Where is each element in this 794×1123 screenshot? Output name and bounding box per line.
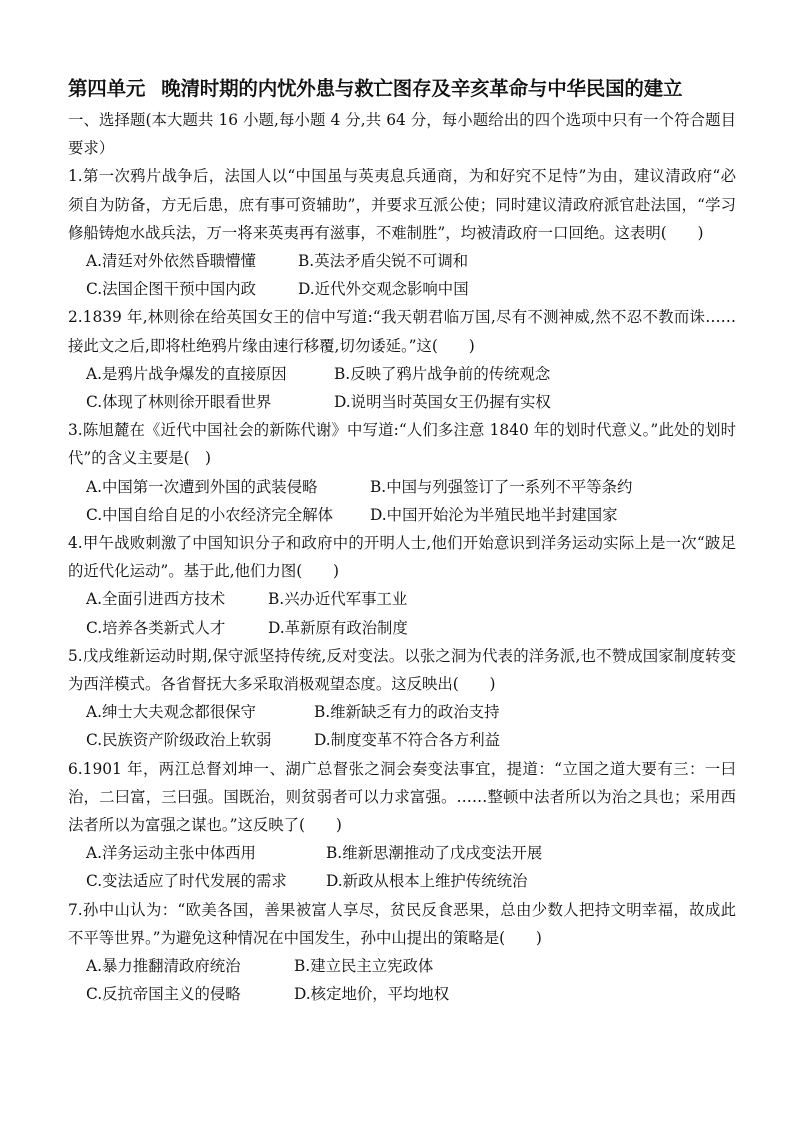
question-5 xyxy=(68,642,736,755)
option-d: D.制度变革不符合各方利益 xyxy=(314,731,500,750)
option-a: A.是鸦片战争爆发的直接原因 xyxy=(86,364,287,383)
question-3 xyxy=(68,416,736,529)
question-1 xyxy=(68,162,736,303)
option-a: A.清廷对外依然昏聩懵懂 xyxy=(86,252,256,271)
question-stem: 4.甲午战败刺激了中国知识分子和政府中的开明人士,他们开始意识到洋务运动实际上是一次“跛足的近代化运动”。基于此,他们力图( ) xyxy=(68,534,736,581)
unit-title-text: 晚清时期的内忧外患与救亡图存及辛亥革命与中华民国的建立 xyxy=(161,77,683,100)
unit-title xyxy=(68,72,736,106)
option-b: B.英法矛盾尖锐不可调和 xyxy=(298,252,469,271)
option-d: D.中国开始沦为半殖民地半封建国家 xyxy=(370,505,618,524)
option-a: A.洋务运动主张中体西用 xyxy=(86,844,256,863)
question-stem: 6.1901 年，两江总督刘坤一、湖广总督张之洞会奏变法事宜，提道：“立国之道大要有三：一曰治，二曰富，三曰强。国既治，则贫弱者可以力求富强。……整顿中法者所以为治之具也；采用西法者所以为富强之谋也。”这反映了( ) xyxy=(68,759,736,835)
option-c: C.民族资产阶级政治上软弱 xyxy=(86,731,272,750)
question-2 xyxy=(68,303,736,416)
option-b: B.中国与列强签订了一系列不平等条约 xyxy=(370,477,633,496)
question-stem: 3.陈旭麓在《近代中国社会的新陈代谢》中写道:“人们多注意 1840 年的划时代意义。”此处的划时代”的含义主要是( ) xyxy=(68,421,736,468)
option-c: C.变法适应了时代发展的需求 xyxy=(86,872,287,891)
option-a: A.中国第一次遭到外国的武装侵略 xyxy=(86,477,318,496)
question-stem: 7.孙中山认为：“欧美各国，善果被富人享尽，贫民反食恶果，总由少数人把持文明幸福，故成此不平等世界。”为避免这种情况在中国发生，孙中山提出的策略是( ) xyxy=(68,900,736,947)
question-6 xyxy=(68,755,736,896)
option-d: D.说明当时英国女王仍握有实权 xyxy=(334,393,551,412)
option-b: B.反映了鸦片战争前的传统观念 xyxy=(334,364,551,383)
unit-title-number: 第四单元 xyxy=(68,77,146,100)
option-b: B.建立民主立宪政体 xyxy=(294,957,434,976)
option-a: A.全面引进西方技术 xyxy=(86,590,226,609)
option-d: D.新政从根本上维护传统统治 xyxy=(326,872,528,891)
option-a: A.绅士大夫观念都很保守 xyxy=(86,703,256,722)
option-c: C.反抗帝国主义的侵略 xyxy=(86,985,241,1004)
question-stem: 5.戊戌维新运动时期,保守派坚持传统,反对变法。以张之洞为代表的洋务派,也不赞成国家制度转变为西洋模式。各省督抚大多采取消极观望态度。这反映出( ) xyxy=(68,646,736,694)
option-b: B.维新缺乏有力的政治支持 xyxy=(314,703,500,722)
section-heading: 一、选择题(本大题共 16 小题,每小题 4 分,共 64 分，每小题给出的四个选项中只有一个符合题目要求） xyxy=(68,111,736,158)
option-c: C.培养各类新式人才 xyxy=(86,618,226,637)
question-4 xyxy=(68,529,736,642)
option-d: D.革新原有政治制度 xyxy=(268,618,408,637)
option-d: D.核定地价，平均地权 xyxy=(294,985,450,1004)
option-a: A.暴力推翻清政府统治 xyxy=(86,957,241,976)
option-d: D.近代外交观念影响中国 xyxy=(298,280,469,299)
exam-page xyxy=(68,72,736,1009)
option-c: C.法国企图干预中国内政 xyxy=(86,280,257,299)
option-b: B.维新思潮推动了戊戌变法开展 xyxy=(326,844,543,863)
option-b: B.兴办近代军事工业 xyxy=(268,590,408,609)
question-7 xyxy=(68,896,736,1009)
option-c: C.中国自给自足的小农经济完全解体 xyxy=(86,505,333,524)
question-stem: 2.1839 年,林则徐在给英国女王的信中写道:“我天朝君临万国,尽有不测神威,然不忍不教而诛……接此文之后,即将杜绝鸦片缘由速行移覆,切勿诿延。”这( ) xyxy=(68,308,736,355)
question-stem: 1.第一次鸦片战争后，法国人以“中国虽与英夷息兵通商，为和好究不足恃”为由，建议清政府“必须自为防备，方无后患，庶有事可资辅助”，并要求互派公使；同时建议清政府派官赴法国，“学习修船铸炮水战兵法，万一将来英夷再有滋事，不难制胜”，均被清政府一口回绝。这表明( ) xyxy=(68,167,736,242)
option-c: C.体现了林则徐开眼看世界 xyxy=(86,393,272,412)
